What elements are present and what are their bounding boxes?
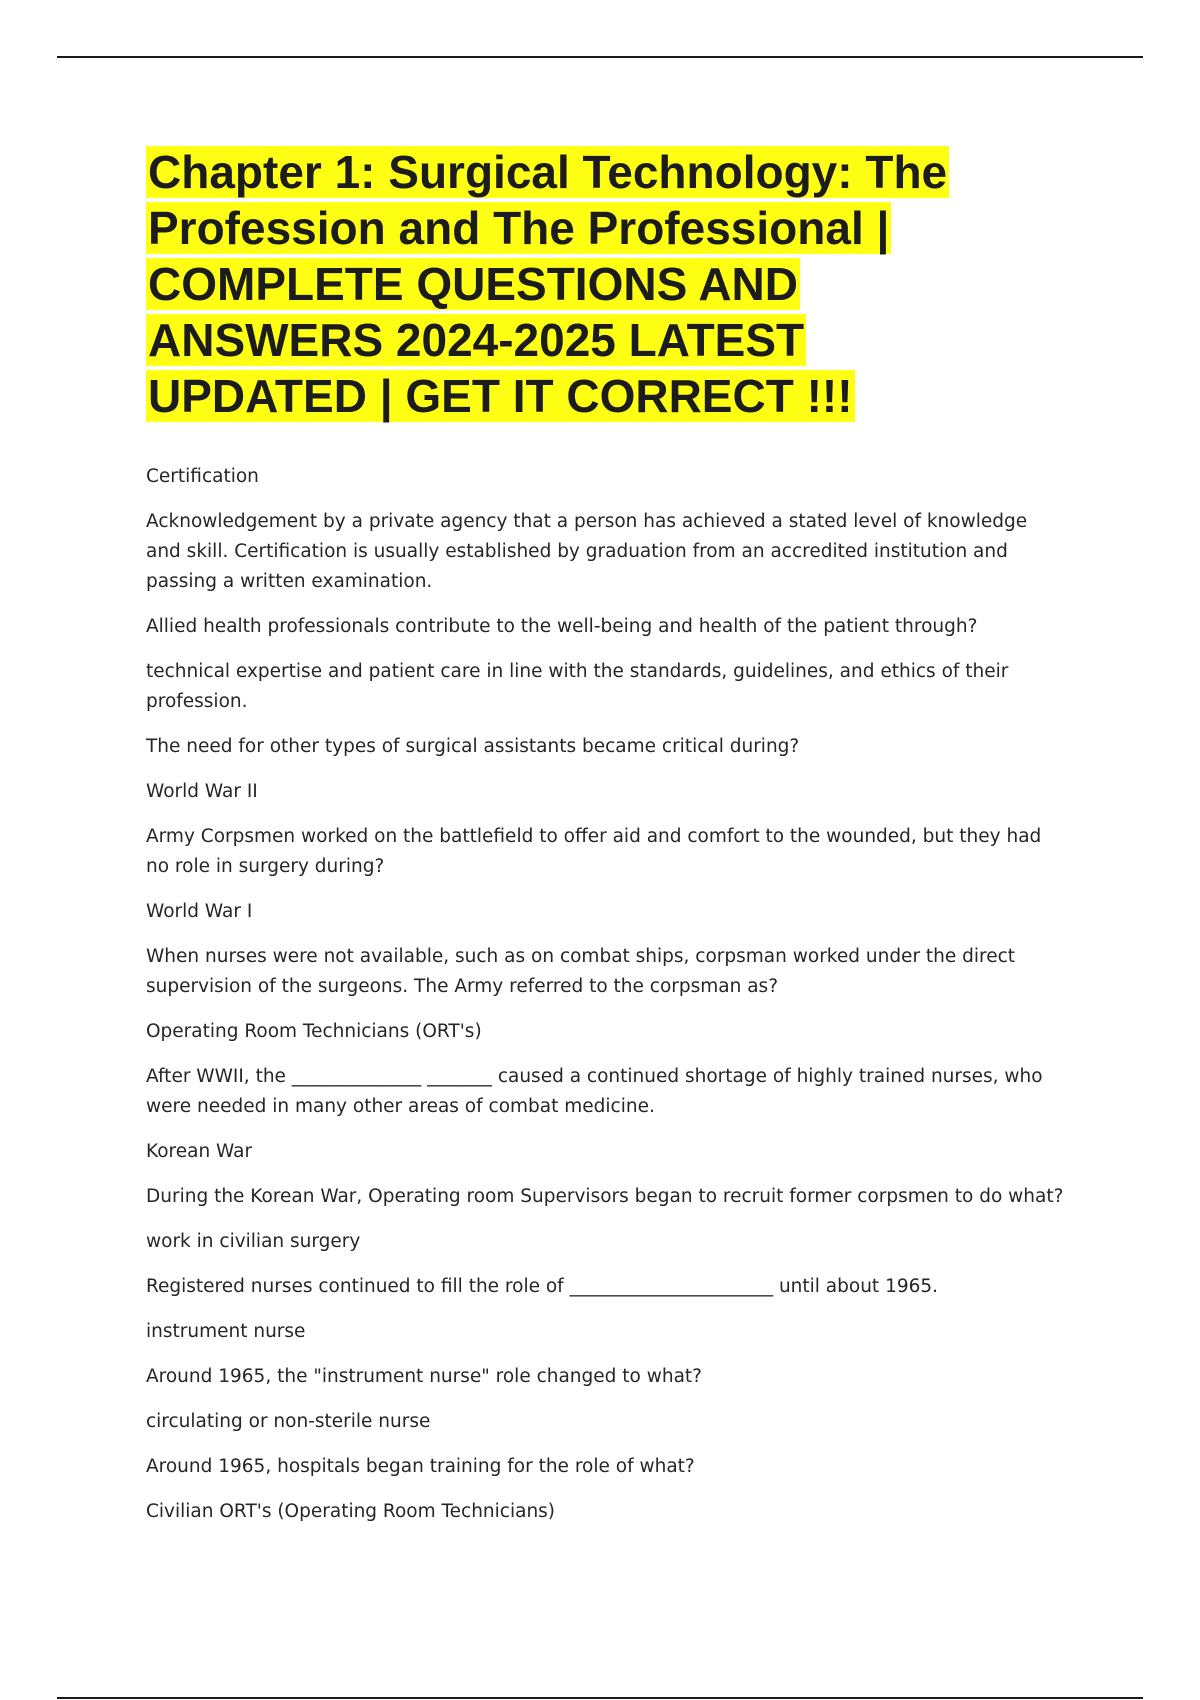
answer-registered-nurses: instrument nurse	[146, 1321, 306, 1342]
answer-allied-health: technical expertise and patient care in line with the standards, guidelines, and ethics of their profession.	[146, 661, 1009, 712]
question-army-corpsmen: Army Corpsmen worked on the battlefield to offer aid and comfort to the wounded, but they had no role in surgery during?	[146, 826, 1042, 877]
definition-certification: Acknowledgement by a private agency that a person has achieved a stated level of knowledge and skill. Certification is usually established by graduation from an accredited institution and passing a written examination.	[146, 511, 1028, 592]
question-allied-health: Allied health professionals contribute to the well-being and health of the patient through?	[146, 616, 978, 637]
document-title	[146, 144, 1006, 424]
answer-surgical-assistants: World War II	[146, 781, 258, 802]
question-after-wwii: After WWII, the ______________ _______ caused a continued shortage of highly trained nurses, who were needed in many other areas of combat medicine.	[146, 1066, 1043, 1117]
top-rule	[57, 56, 1143, 58]
answer-corpsman-name: Operating Room Technicians (ORT's)	[146, 1021, 482, 1042]
answer-instrument-nurse-role: circulating or non-sterile nurse	[146, 1411, 431, 1432]
term-certification: Certification	[146, 466, 259, 487]
question-corpsman-name: When nurses were not available, such as on combat ships, corpsman worked under the direct supervision of the surgeons. The Army referred to the corpsman as?	[146, 946, 1016, 997]
question-registered-nurses: Registered nurses continued to fill the role of ______________________ until about 1965.	[146, 1276, 939, 1297]
title-highlight: Chapter 1: Surgical Technology: The Profession and The Professional | COMPLETE QUESTIONS AND ANSWERS 2024-2025 LATEST UPDATED | GET IT CORRECT !!!	[148, 146, 948, 422]
answer-korean-war: work in civilian surgery	[146, 1231, 361, 1252]
document-body	[146, 144, 1066, 1542]
question-instrument-nurse-role: Around 1965, the "instrument nurse" role changed to what?	[146, 1366, 703, 1387]
question-korean-war: During the Korean War, Operating room Supervisors began to recruit former corpsmen to do what?	[146, 1186, 1064, 1207]
answer-hospital-training: Civilian ORT's (Operating Room Technicians)	[146, 1501, 556, 1522]
answer-army-corpsmen: World War I	[146, 901, 253, 922]
qa-list	[146, 462, 1066, 1527]
question-hospital-training: Around 1965, hospitals began training for the role of what?	[146, 1456, 695, 1477]
bottom-rule	[57, 1697, 1143, 1699]
question-surgical-assistants: The need for other types of surgical assistants became critical during?	[146, 736, 800, 757]
answer-after-wwii: Korean War	[146, 1141, 253, 1162]
